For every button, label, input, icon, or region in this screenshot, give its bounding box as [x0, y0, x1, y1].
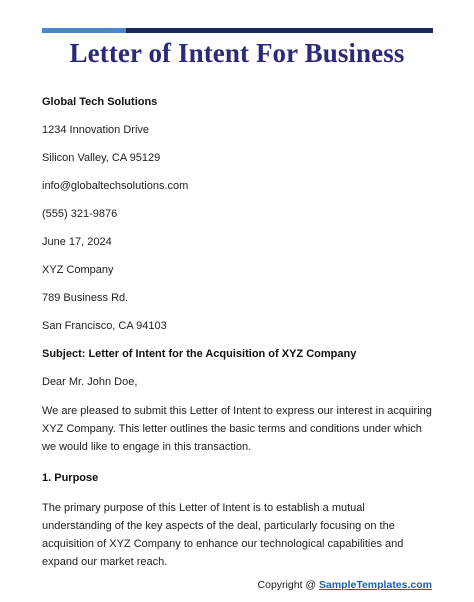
header-rule [42, 28, 433, 33]
subject-line: Subject: Letter of Intent for the Acquisition of XYZ Company [42, 348, 357, 360]
recipient-company: XYZ Company [42, 264, 114, 276]
header-rule-main [126, 28, 433, 33]
sender-phone: (555) 321-9876 [42, 208, 118, 220]
sampletemplates-link[interactable]: SampleTemplates.com [318, 579, 432, 591]
recipient-address-line1: 789 Business Rd. [42, 292, 129, 304]
sender-company: Global Tech Solutions [42, 96, 158, 108]
sender-email: info@globaltechsolutions.com [42, 180, 189, 192]
sender-address-line2: Silicon Valley, CA 95129 [42, 152, 161, 164]
header-rule-accent [42, 28, 126, 33]
intro-paragraph: We are pleased to submit this Letter of Intent to express our interest in acquiring XYZ Company. This letter outlines the basic terms and conditions under which we would like to engage in this transaction. [42, 405, 432, 453]
section-heading-purpose: 1. Purpose [42, 472, 99, 484]
sender-address-line1: 1234 Innovation Drive [42, 124, 150, 136]
copyright-text: Copyright @ [257, 579, 319, 591]
salutation: Dear Mr. John Doe, [42, 376, 138, 388]
purpose-paragraph: The primary purpose of this Letter of Intent is to establish a mutual understanding of the key aspects of the deal, particularly focusing on the acquisition of XYZ Company to enhance our technological capabilities and expand our market reach. [42, 502, 404, 568]
recipient-address-line2: San Francisco, CA 94103 [42, 320, 167, 332]
copyright-footer [258, 579, 432, 591]
letter-body [42, 94, 434, 585]
document-title: Letter of Intent For Business [69, 38, 405, 68]
letter-date: June 17, 2024 [42, 236, 112, 248]
